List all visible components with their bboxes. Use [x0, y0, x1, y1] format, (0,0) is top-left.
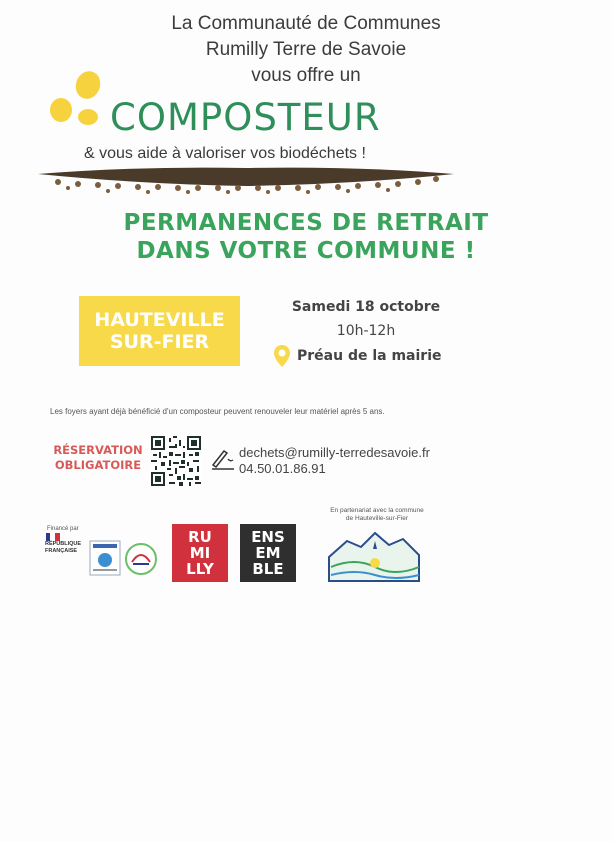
intro-line-2: Rumilly Terre de Savoie — [205, 39, 407, 60]
reservation-label — [48, 443, 148, 473]
rumilly-logo — [172, 524, 228, 582]
intro-line-3: vous offre un — [251, 65, 361, 86]
ensemble-logo-line-2: EM — [255, 544, 281, 562]
qr-code[interactable] — [151, 436, 201, 486]
contact-phone[interactable]: 04.50.01.86.91 — [239, 461, 326, 476]
partner-line-2: de Hauteville-sur-Fier — [345, 515, 409, 522]
renewal-note: Les foyers ayant déjà bénéficié d'un composteur peuvent renouveler leur matériel après 5 ans. — [50, 407, 385, 416]
permanences-line-2: DANS VOTRE COMMUNE ! — [136, 238, 476, 264]
partner-line-1: En partenariat avec la commune — [330, 507, 424, 514]
hauteville-logo-icon — [325, 527, 425, 587]
subtitle: & vous aide à valoriser vos biodéchets ! — [84, 145, 366, 162]
commune-line-2: SUR-FIER — [109, 331, 210, 353]
ademe-logo-icon — [89, 540, 121, 576]
ensemble-logo — [240, 524, 296, 582]
event-place: Préau de la mairie — [297, 348, 442, 364]
rumilly-logo-line-3: LLY — [186, 560, 214, 578]
composteur-title: COMPOSTEUR — [110, 96, 381, 139]
rf-line-1: RÉPUBLIQUE — [45, 541, 82, 547]
event-time: 10h-12h — [336, 323, 396, 339]
intro-line-1: La Communauté de Communes — [171, 13, 441, 34]
reservation-line-1: RÉSERVATION — [53, 443, 143, 457]
location-pin-icon — [273, 344, 291, 368]
pen-phone-icon — [210, 445, 236, 471]
ensemble-logo-line-3: BLE — [252, 560, 284, 578]
commune-line-1: HAUTEVILLE — [94, 309, 225, 331]
reservation-line-2: OBLIGATOIRE — [54, 458, 142, 472]
leaf-icon — [48, 70, 106, 130]
event-date: Samedi 18 octobre — [291, 299, 441, 315]
republique-francaise-logo — [45, 541, 85, 554]
compost-soil-band — [38, 162, 454, 194]
commune-badge — [79, 296, 240, 366]
permanences-line-1: PERMANENCES DE RETRAIT — [123, 210, 489, 236]
rumilly-logo-line-1: RU — [188, 528, 212, 546]
partner-caption — [314, 507, 440, 523]
marianne-flag-icon — [46, 533, 60, 541]
rumilly-logo-line-2: MI — [189, 544, 211, 562]
ensemble-logo-line-1: ENS — [251, 528, 285, 546]
contact-email[interactable]: dechets@rumilly-terredesavoie.fr — [239, 445, 430, 460]
france-relance-logo-icon — [124, 542, 158, 576]
financed-by-label: Financé par — [47, 526, 79, 532]
rf-line-2: FRANÇAISE — [45, 547, 78, 554]
